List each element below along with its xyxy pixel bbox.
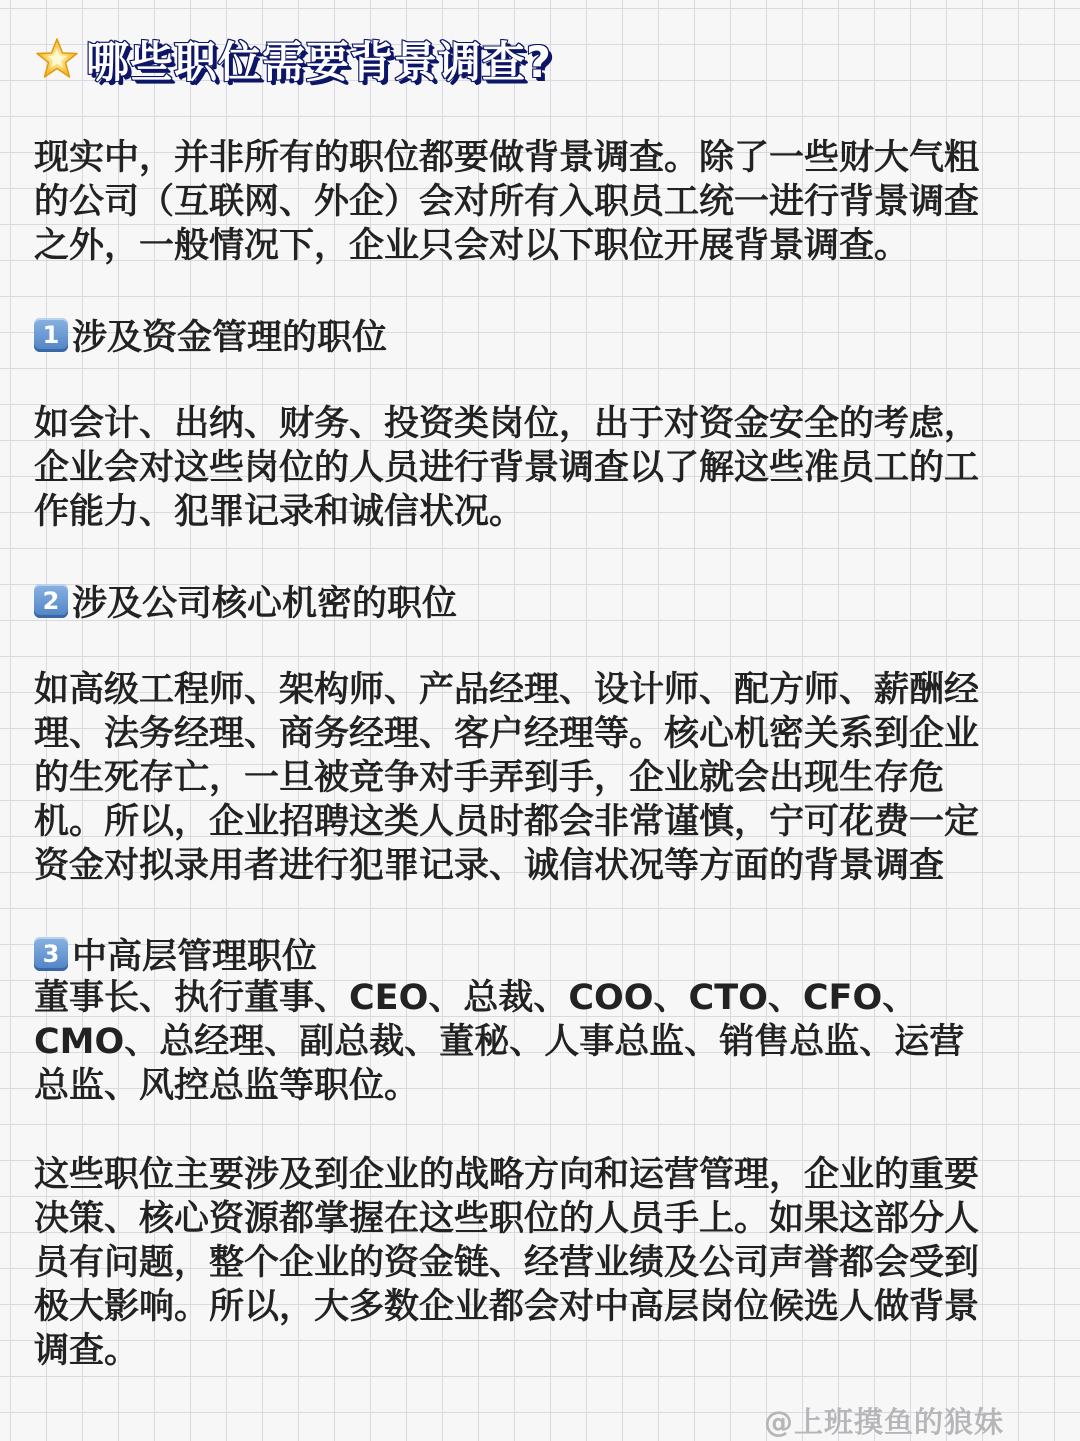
section-body-core-secrets: 如高级工程师、架构师、产品经理、设计师、配方师、薪酬经 理、法务经理、商务经理、客户经理等。核心机密关系到企业 的生死存亡，一旦被竞争对手弄到手，企业就会出现生存危 机。所以，企业招聘这类人员时都会非常谨慎，宁可花费一定 资金对拟录用者进行犯罪记录、诚信状况等方面的背景调查 bbox=[34, 670, 980, 886]
author-watermark: @上班摸鱼的狼妹 bbox=[763, 1405, 1004, 1439]
section-heading-fund-management bbox=[34, 313, 387, 357]
star-icon bbox=[34, 36, 80, 82]
keycap-1-icon: 1 bbox=[34, 318, 68, 352]
section-heading-text: 涉及资金管理的职位 bbox=[72, 318, 388, 358]
section-heading-core-secrets bbox=[34, 579, 457, 623]
section-heading-text: 中高层管理职位 bbox=[72, 937, 318, 977]
page-title: 哪些职位需要背景调查? bbox=[86, 37, 552, 88]
title-row bbox=[34, 24, 552, 94]
keycap-3-icon: 3 bbox=[34, 937, 68, 971]
section-body-fund-management: 如会计、出纳、财务、投资类岗位，出于对资金安全的考虑， 企业会对这些岗位的人员进行背景调查以了解这些准员工的工 作能力、犯罪记录和诚信状况。 bbox=[34, 404, 980, 532]
conclusion-paragraph: 这些职位主要涉及到企业的战略方向和运营管理，企业的重要 决策、核心资源都掌握在这些职位的人员手上。如果这部分人 员有问题，整个企业的资金链、经营业绩及公司声誉都会受到 极大影响。所以，大多数企业都会对中高层岗位候选人做背景 调查。 bbox=[34, 1155, 980, 1371]
keycap-2-icon: 2 bbox=[34, 584, 68, 618]
intro-paragraph: 现实中，并非所有的职位都要做背景调查。除了一些财大气粗 的公司（互联网、外企）会对所有入职员工统一进行背景调查 之外，一般情况下，企业只会对以下职位开展背景调查。 bbox=[34, 138, 980, 266]
section-heading-text: 涉及公司核心机密的职位 bbox=[72, 584, 458, 624]
section-heading-senior-management bbox=[34, 932, 317, 976]
section-body-senior-management: 董事长、执行董事、CEO、总裁、COO、CTO、CFO、 CMO、总经理、副总裁、董秘、人事总监、销售总监、运营 总监、风控总监等职位。 bbox=[34, 978, 965, 1106]
